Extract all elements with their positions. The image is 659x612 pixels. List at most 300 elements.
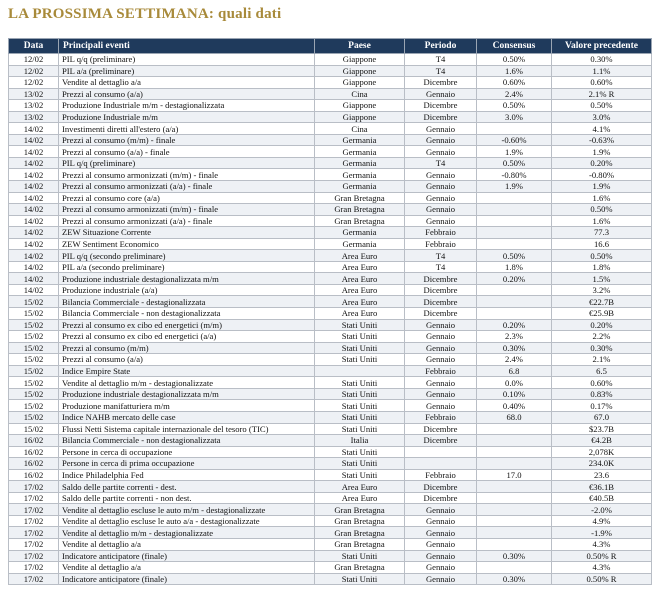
table-row: [9, 492, 652, 504]
table-row: [9, 377, 652, 389]
header-country: Paese: [315, 39, 405, 54]
cell-consensus: [477, 227, 552, 239]
cell-consensus: 0.50%: [477, 54, 552, 66]
cell-date: 17/02: [9, 573, 59, 585]
header-period: Periodo: [405, 39, 477, 54]
cell-event: Prezzi al consumo (m/m): [59, 342, 315, 354]
cell-previous: €4.2B: [552, 435, 652, 447]
cell-consensus: [477, 446, 552, 458]
cell-event: Saldo delle partite correnti - non dest.: [59, 492, 315, 504]
cell-event: Indicatore anticipatore (finale): [59, 550, 315, 562]
cell-date: 14/02: [9, 215, 59, 227]
cell-previous: 0.30%: [552, 342, 652, 354]
cell-date: 13/02: [9, 88, 59, 100]
cell-date: 15/02: [9, 296, 59, 308]
table-row: [9, 411, 652, 423]
table-row: [9, 342, 652, 354]
cell-period: Dicembre: [405, 77, 477, 89]
cell-event: Produzione Industriale m/m - destagionalizzata: [59, 100, 315, 112]
cell-previous: 2,078K: [552, 446, 652, 458]
cell-consensus: 0.30%: [477, 342, 552, 354]
table-row: [9, 515, 652, 527]
cell-date: 14/02: [9, 157, 59, 169]
cell-date: 14/02: [9, 181, 59, 193]
cell-country: Area Euro: [315, 250, 405, 262]
cell-date: 15/02: [9, 377, 59, 389]
table-row: [9, 331, 652, 343]
cell-period: Febbraio: [405, 469, 477, 481]
cell-period: Gennaio: [405, 400, 477, 412]
cell-date: 15/02: [9, 331, 59, 343]
cell-country: Italia: [315, 435, 405, 447]
cell-date: 15/02: [9, 365, 59, 377]
cell-period: Dicembre: [405, 492, 477, 504]
cell-previous: 234.0K: [552, 458, 652, 470]
cell-country: Stati Uniti: [315, 550, 405, 562]
cell-previous: 1.9%: [552, 181, 652, 193]
cell-date: 14/02: [9, 169, 59, 181]
cell-event: Prezzi al consumo (a/a): [59, 88, 315, 100]
cell-date: 15/02: [9, 388, 59, 400]
table-row: [9, 388, 652, 400]
cell-country: Giappone: [315, 111, 405, 123]
cell-country: Cina: [315, 123, 405, 135]
cell-consensus: 2.4%: [477, 354, 552, 366]
cell-previous: 4.9%: [552, 515, 652, 527]
cell-country: Area Euro: [315, 284, 405, 296]
cell-previous: 0.50%: [552, 250, 652, 262]
cell-event: Flussi Netti Sistema capitale internazionale del tesoro (TIC): [59, 423, 315, 435]
cell-event: Prezzi al consumo armonizzati (m/m) - finale: [59, 204, 315, 216]
cell-date: 17/02: [9, 492, 59, 504]
cell-previous: 0.60%: [552, 377, 652, 389]
cell-country: Gran Bretagna: [315, 562, 405, 574]
cell-date: 14/02: [9, 273, 59, 285]
cell-period: Dicembre: [405, 481, 477, 493]
table-row: [9, 573, 652, 585]
cell-date: 16/02: [9, 435, 59, 447]
table-row: [9, 204, 652, 216]
cell-country: Gran Bretagna: [315, 204, 405, 216]
cell-date: 13/02: [9, 100, 59, 112]
cell-country: Stati Uniti: [315, 423, 405, 435]
cell-country: Stati Uniti: [315, 388, 405, 400]
table-row: [9, 261, 652, 273]
cell-period: Gennaio: [405, 215, 477, 227]
table-row: [9, 446, 652, 458]
table-row: [9, 308, 652, 320]
cell-date: 15/02: [9, 342, 59, 354]
cell-consensus: [477, 527, 552, 539]
cell-event: Prezzi al consumo armonizzati (m/m) - finale: [59, 169, 315, 181]
table-row: [9, 181, 652, 193]
cell-date: 17/02: [9, 515, 59, 527]
cell-date: 13/02: [9, 111, 59, 123]
cell-previous: €40.5B: [552, 492, 652, 504]
cell-country: [315, 365, 405, 377]
cell-consensus: 0.50%: [477, 157, 552, 169]
cell-consensus: [477, 204, 552, 216]
cell-date: 17/02: [9, 527, 59, 539]
cell-period: Dicembre: [405, 284, 477, 296]
cell-event: Prezzi al consumo ex cibo ed energetici (a/a): [59, 331, 315, 343]
cell-consensus: 0.20%: [477, 273, 552, 285]
table-row: [9, 54, 652, 66]
table-row: [9, 238, 652, 250]
cell-country: Gran Bretagna: [315, 215, 405, 227]
calendar-table-container: [8, 38, 651, 585]
cell-period: Gennaio: [405, 504, 477, 516]
cell-consensus: 1.9%: [477, 146, 552, 158]
cell-country: Area Euro: [315, 308, 405, 320]
cell-event: Vendite al dettaglio m/m - destagionalizzate: [59, 377, 315, 389]
table-row: [9, 435, 652, 447]
cell-event: Prezzi al consumo armonizzati (a/a) - finale: [59, 181, 315, 193]
cell-date: 14/02: [9, 238, 59, 250]
table-row: [9, 504, 652, 516]
cell-country: Germania: [315, 157, 405, 169]
cell-country: Giappone: [315, 65, 405, 77]
cell-previous: 1.9%: [552, 146, 652, 158]
cell-previous: 4.3%: [552, 538, 652, 550]
cell-date: 15/02: [9, 400, 59, 412]
cell-country: Stati Uniti: [315, 469, 405, 481]
table-row: [9, 77, 652, 89]
cell-date: 17/02: [9, 550, 59, 562]
table-row: [9, 273, 652, 285]
cell-country: Germania: [315, 134, 405, 146]
cell-period: Gennaio: [405, 204, 477, 216]
cell-date: 14/02: [9, 250, 59, 262]
cell-date: 17/02: [9, 562, 59, 574]
table-row: [9, 215, 652, 227]
cell-period: T4: [405, 54, 477, 66]
cell-period: Gennaio: [405, 319, 477, 331]
table-row: [9, 400, 652, 412]
cell-event: ZEW Situazione Corrente: [59, 227, 315, 239]
cell-consensus: 0.10%: [477, 388, 552, 400]
cell-consensus: [477, 435, 552, 447]
cell-consensus: 1.8%: [477, 261, 552, 273]
economic-calendar-table: [8, 38, 652, 585]
cell-event: PIL q/q (secondo preliminare): [59, 250, 315, 262]
cell-period: [405, 458, 477, 470]
table-row: [9, 365, 652, 377]
cell-consensus: [477, 515, 552, 527]
cell-period: Gennaio: [405, 550, 477, 562]
cell-consensus: [477, 238, 552, 250]
cell-previous: 23.6: [552, 469, 652, 481]
cell-consensus: 3.0%: [477, 111, 552, 123]
cell-previous: 0.60%: [552, 77, 652, 89]
cell-event: Bilancia Commerciale - non destagionalizzata: [59, 308, 315, 320]
cell-period: Gennaio: [405, 342, 477, 354]
cell-previous: 4.1%: [552, 123, 652, 135]
cell-period: Dicembre: [405, 308, 477, 320]
table-row: [9, 88, 652, 100]
cell-country: Area Euro: [315, 273, 405, 285]
cell-previous: 3.0%: [552, 111, 652, 123]
header-events: Principali eventi: [59, 39, 315, 54]
cell-event: Prezzi al consumo core (a/a): [59, 192, 315, 204]
cell-previous: $23.7B: [552, 423, 652, 435]
cell-country: Area Euro: [315, 261, 405, 273]
cell-previous: 0.20%: [552, 157, 652, 169]
cell-period: Gennaio: [405, 169, 477, 181]
cell-consensus: [477, 504, 552, 516]
table-row: [9, 123, 652, 135]
cell-event: Vendite al dettaglio a/a: [59, 77, 315, 89]
cell-previous: 6.5: [552, 365, 652, 377]
table-row: [9, 527, 652, 539]
cell-period: T4: [405, 65, 477, 77]
cell-date: 17/02: [9, 481, 59, 493]
cell-consensus: [477, 458, 552, 470]
cell-previous: 0.50%: [552, 204, 652, 216]
cell-event: Indicatore anticipatore (finale): [59, 573, 315, 585]
cell-event: ZEW Sentiment Economico: [59, 238, 315, 250]
cell-consensus: 17.0: [477, 469, 552, 481]
table-row: [9, 157, 652, 169]
cell-event: Prezzi al consumo (a/a): [59, 354, 315, 366]
cell-consensus: [477, 215, 552, 227]
cell-event: Prezzi al consumo (a/a) - finale: [59, 146, 315, 158]
cell-previous: 2.1% R: [552, 88, 652, 100]
cell-period: Febbraio: [405, 365, 477, 377]
cell-previous: -1.9%: [552, 527, 652, 539]
cell-period: Gennaio: [405, 354, 477, 366]
cell-previous: 67.0: [552, 411, 652, 423]
cell-consensus: 0.30%: [477, 550, 552, 562]
cell-previous: 0.30%: [552, 54, 652, 66]
cell-date: 15/02: [9, 319, 59, 331]
cell-date: 12/02: [9, 54, 59, 66]
cell-consensus: [477, 562, 552, 574]
cell-period: Febbraio: [405, 238, 477, 250]
cell-country: Gran Bretagna: [315, 527, 405, 539]
cell-date: 14/02: [9, 146, 59, 158]
cell-consensus: -0.80%: [477, 169, 552, 181]
cell-previous: 2.1%: [552, 354, 652, 366]
cell-country: Gran Bretagna: [315, 538, 405, 550]
cell-period: Gennaio: [405, 181, 477, 193]
cell-country: Giappone: [315, 100, 405, 112]
cell-event: Persone in cerca di occupazione: [59, 446, 315, 458]
table-row: [9, 111, 652, 123]
cell-consensus: [477, 423, 552, 435]
cell-period: Gennaio: [405, 388, 477, 400]
cell-consensus: 6.8: [477, 365, 552, 377]
cell-country: Germania: [315, 227, 405, 239]
cell-event: Vendite al dettaglio a/a: [59, 538, 315, 550]
cell-consensus: 0.0%: [477, 377, 552, 389]
cell-event: Persone in cerca di prima occupazione: [59, 458, 315, 470]
cell-consensus: [477, 296, 552, 308]
table-row: [9, 458, 652, 470]
table-row: [9, 192, 652, 204]
cell-previous: -2.0%: [552, 504, 652, 516]
cell-country: Giappone: [315, 54, 405, 66]
cell-consensus: 0.50%: [477, 100, 552, 112]
page-title: LA PROSSIMA SETTIMANA: quali dati: [8, 6, 282, 22]
cell-event: Produzione industriale destagionalizzata m/m: [59, 388, 315, 400]
cell-date: 15/02: [9, 354, 59, 366]
table-row: [9, 550, 652, 562]
cell-event: Produzione manifatturiera m/m: [59, 400, 315, 412]
cell-event: PIL a/a (preliminare): [59, 65, 315, 77]
cell-date: 14/02: [9, 204, 59, 216]
cell-period: Gennaio: [405, 527, 477, 539]
cell-period: Gennaio: [405, 88, 477, 100]
cell-date: 14/02: [9, 227, 59, 239]
cell-consensus: [477, 481, 552, 493]
cell-period: Gennaio: [405, 515, 477, 527]
cell-date: 17/02: [9, 504, 59, 516]
cell-period: Dicembre: [405, 296, 477, 308]
cell-event: Prezzi al consumo ex cibo ed energetici (m/m): [59, 319, 315, 331]
cell-country: Stati Uniti: [315, 400, 405, 412]
cell-consensus: 2.3%: [477, 331, 552, 343]
header-date: Data: [9, 39, 59, 54]
cell-country: Area Euro: [315, 492, 405, 504]
cell-country: Germania: [315, 238, 405, 250]
cell-consensus: [477, 538, 552, 550]
cell-previous: 0.20%: [552, 319, 652, 331]
cell-period: Gennaio: [405, 538, 477, 550]
cell-previous: €25.9B: [552, 308, 652, 320]
cell-event: PIL q/q (preliminare): [59, 54, 315, 66]
cell-country: Germania: [315, 181, 405, 193]
cell-period: Dicembre: [405, 435, 477, 447]
cell-country: Area Euro: [315, 296, 405, 308]
cell-date: 14/02: [9, 134, 59, 146]
cell-period: Dicembre: [405, 100, 477, 112]
table-row: [9, 134, 652, 146]
cell-period: Gennaio: [405, 377, 477, 389]
cell-country: Germania: [315, 146, 405, 158]
table-header-row: [9, 39, 652, 54]
cell-previous: 77.3: [552, 227, 652, 239]
cell-period: Dicembre: [405, 273, 477, 285]
cell-country: Gran Bretagna: [315, 192, 405, 204]
cell-consensus: 68.0: [477, 411, 552, 423]
cell-period: Gennaio: [405, 562, 477, 574]
table-row: [9, 65, 652, 77]
cell-date: 15/02: [9, 423, 59, 435]
cell-consensus: [477, 308, 552, 320]
cell-previous: 0.50% R: [552, 573, 652, 585]
table-row: [9, 354, 652, 366]
cell-event: PIL q/q (preliminare): [59, 157, 315, 169]
cell-event: Indice Philadelphia Fed: [59, 469, 315, 481]
cell-previous: €22.7B: [552, 296, 652, 308]
cell-date: 14/02: [9, 284, 59, 296]
cell-date: 14/02: [9, 123, 59, 135]
cell-country: Giappone: [315, 77, 405, 89]
cell-consensus: -0.60%: [477, 134, 552, 146]
cell-previous: 0.17%: [552, 400, 652, 412]
cell-previous: 1.5%: [552, 273, 652, 285]
cell-previous: 1.1%: [552, 65, 652, 77]
cell-previous: 2.2%: [552, 331, 652, 343]
cell-period: Febbraio: [405, 411, 477, 423]
table-row: [9, 319, 652, 331]
cell-date: 16/02: [9, 446, 59, 458]
header-consensus: Consensus: [477, 39, 552, 54]
cell-period: Gennaio: [405, 331, 477, 343]
cell-period: Gennaio: [405, 134, 477, 146]
cell-event: Vendite al dettaglio a/a: [59, 562, 315, 574]
table-row: [9, 562, 652, 574]
cell-consensus: 0.40%: [477, 400, 552, 412]
cell-period: Febbraio: [405, 227, 477, 239]
cell-date: 12/02: [9, 65, 59, 77]
cell-period: Gennaio: [405, 123, 477, 135]
cell-country: Stati Uniti: [315, 458, 405, 470]
cell-date: 14/02: [9, 192, 59, 204]
cell-consensus: [477, 123, 552, 135]
cell-previous: 3.2%: [552, 284, 652, 296]
cell-period: T4: [405, 261, 477, 273]
cell-date: 17/02: [9, 538, 59, 550]
cell-previous: 0.50%: [552, 100, 652, 112]
cell-previous: -0.80%: [552, 169, 652, 181]
cell-date: 12/02: [9, 77, 59, 89]
cell-country: Stati Uniti: [315, 446, 405, 458]
cell-country: Gran Bretagna: [315, 504, 405, 516]
table-row: [9, 100, 652, 112]
cell-event: Saldo delle partite correnti - dest.: [59, 481, 315, 493]
cell-consensus: [477, 192, 552, 204]
table-row: [9, 169, 652, 181]
cell-country: Stati Uniti: [315, 331, 405, 343]
table-row: [9, 538, 652, 550]
cell-country: Gran Bretagna: [315, 515, 405, 527]
cell-event: Vendite al dettaglio escluse le auto m/m - destagionalizzate: [59, 504, 315, 516]
cell-period: T4: [405, 250, 477, 262]
cell-previous: 0.50% R: [552, 550, 652, 562]
cell-country: Stati Uniti: [315, 319, 405, 331]
table-row: [9, 284, 652, 296]
cell-event: Bilancia Commerciale - destagionalizzata: [59, 296, 315, 308]
cell-country: Stati Uniti: [315, 342, 405, 354]
cell-event: Bilancia Commerciale - non destagionalizzata: [59, 435, 315, 447]
table-row: [9, 481, 652, 493]
cell-date: 16/02: [9, 469, 59, 481]
cell-country: Stati Uniti: [315, 411, 405, 423]
cell-previous: €36.1B: [552, 481, 652, 493]
cell-previous: 1.6%: [552, 215, 652, 227]
cell-date: 16/02: [9, 458, 59, 470]
cell-period: Dicembre: [405, 423, 477, 435]
cell-period: Gennaio: [405, 573, 477, 585]
cell-date: 14/02: [9, 261, 59, 273]
cell-consensus: 2.4%: [477, 88, 552, 100]
cell-consensus: 0.60%: [477, 77, 552, 89]
cell-date: 15/02: [9, 308, 59, 320]
cell-period: [405, 446, 477, 458]
table-row: [9, 227, 652, 239]
cell-event: Produzione industriale (a/a): [59, 284, 315, 296]
cell-event: Prezzi al consumo (m/m) - finale: [59, 134, 315, 146]
cell-event: Prezzi al consumo armonizzati (a/a) - finale: [59, 215, 315, 227]
cell-event: Produzione industriale destagionalizzata m/m: [59, 273, 315, 285]
cell-consensus: [477, 492, 552, 504]
table-row: [9, 296, 652, 308]
cell-period: T4: [405, 157, 477, 169]
table-row: [9, 146, 652, 158]
cell-event: Investimenti diretti all'estero (a/a): [59, 123, 315, 135]
